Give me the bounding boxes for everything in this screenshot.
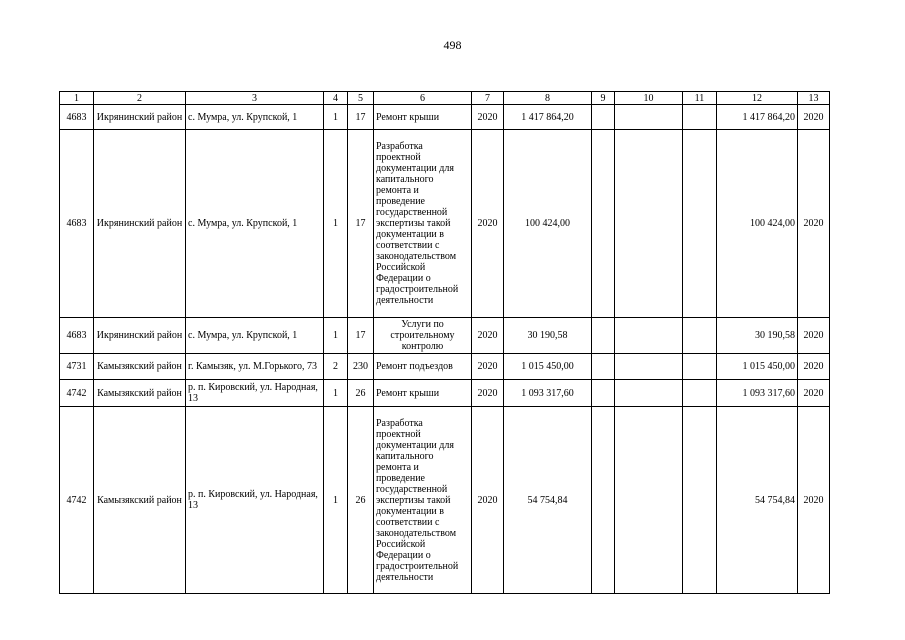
cell-col10 [615,105,683,130]
district-cell: Икрянинский район [94,130,186,318]
work-type-cell: Ремонт крыши [374,380,472,407]
col-header: 9 [592,92,615,105]
cell-col9 [592,407,615,594]
total-cost-cell: 100 424,00 [504,130,592,318]
cell-col5: 26 [348,407,374,594]
total-cost-cell: 54 754,84 [504,407,592,594]
cell-col10 [615,354,683,380]
capital-repair-table [59,91,830,594]
cell-col4: 1 [324,105,348,130]
cell-col11 [683,380,717,407]
work-type-cell: Услуги по строительному контролю [374,318,472,354]
work-type-cell: Ремонт крыши [374,105,472,130]
cell-col13: 2020 [798,105,830,130]
year-cell: 2020 [472,354,504,380]
cell-col12: 1 417 864,20 [717,105,798,130]
district-cell: Камызякский район [94,354,186,380]
cell-col10 [615,380,683,407]
row-number: 4731 [60,354,94,380]
cell-col9 [592,130,615,318]
total-cost-cell: 1 417 864,20 [504,105,592,130]
cell-col5: 230 [348,354,374,380]
cell-col10 [615,318,683,354]
page-number: 498 [443,38,462,52]
cell-col13: 2020 [798,354,830,380]
row-number: 4683 [60,318,94,354]
year-cell: 2020 [472,407,504,594]
col-header: 13 [798,92,830,105]
row-number: 4742 [60,380,94,407]
col-header: 5 [348,92,374,105]
table-row [60,407,830,594]
cell-col4: 1 [324,130,348,318]
row-number: 4742 [60,407,94,594]
address-cell: с. Мумра, ул. Крупской, 1 [186,318,324,354]
year-cell: 2020 [472,105,504,130]
address-cell: г. Камызяк, ул. М.Горького, 73 [186,354,324,380]
district-cell: Икрянинский район [94,318,186,354]
address-cell: р. п. Кировский, ул. Народная, 13 [186,407,324,594]
cell-col11 [683,318,717,354]
total-cost-cell: 1 015 450,00 [504,354,592,380]
cell-col10 [615,130,683,318]
row-number: 4683 [60,105,94,130]
col-header: 12 [717,92,798,105]
cell-col5: 17 [348,318,374,354]
cell-col13: 2020 [798,380,830,407]
cell-col12: 100 424,00 [717,130,798,318]
cell-col11 [683,407,717,594]
cell-col4: 1 [324,407,348,594]
cell-col9 [592,354,615,380]
cell-col10 [615,407,683,594]
cell-col5: 26 [348,380,374,407]
col-header: 2 [94,92,186,105]
cell-col12: 54 754,84 [717,407,798,594]
address-cell: с. Мумра, ул. Крупской, 1 [186,130,324,318]
cell-col11 [683,130,717,318]
table-row [60,318,830,354]
col-header: 10 [615,92,683,105]
cell-col12: 30 190,58 [717,318,798,354]
cell-col9 [592,380,615,407]
year-cell: 2020 [472,318,504,354]
work-type-cell: Ремонт подъездов [374,354,472,380]
district-cell: Камызякский район [94,407,186,594]
district-cell: Икрянинский район [94,105,186,130]
work-type-cell: Разработка проектной документации для капитального ремонта и проведение государственной экспертизы такой документации в соответствии с законодательством Российской Федерации о градостроительной деятельности [374,130,472,318]
cell-col13: 2020 [798,407,830,594]
cell-col11 [683,105,717,130]
cell-col9 [592,318,615,354]
work-type-cell: Разработка проектной документации для капитального ремонта и проведение государственной экспертизы такой документации в соответствии с законодательством Российской Федерации о градостроительной деятельности [374,407,472,594]
cell-col12: 1 015 450,00 [717,354,798,380]
table-row [60,354,830,380]
col-header: 4 [324,92,348,105]
address-cell: с. Мумра, ул. Крупской, 1 [186,105,324,130]
year-cell: 2020 [472,380,504,407]
column-number-row [60,92,830,105]
table-row [60,130,830,318]
col-header: 6 [374,92,472,105]
district-cell: Камызякский район [94,380,186,407]
cell-col13: 2020 [798,318,830,354]
year-cell: 2020 [472,130,504,318]
cell-col4: 1 [324,380,348,407]
cell-col9 [592,105,615,130]
cell-col11 [683,354,717,380]
total-cost-cell: 1 093 317,60 [504,380,592,407]
cell-col4: 1 [324,318,348,354]
cell-col4: 2 [324,354,348,380]
row-number: 4683 [60,130,94,318]
cell-col5: 17 [348,130,374,318]
col-header: 1 [60,92,94,105]
table-row [60,105,830,130]
cell-col5: 17 [348,105,374,130]
cell-col12: 1 093 317,60 [717,380,798,407]
col-header: 3 [186,92,324,105]
col-header: 8 [504,92,592,105]
total-cost-cell: 30 190,58 [504,318,592,354]
cell-col13: 2020 [798,130,830,318]
address-cell: р. п. Кировский, ул. Народная, 13 [186,380,324,407]
col-header: 7 [472,92,504,105]
col-header: 11 [683,92,717,105]
table-row [60,380,830,407]
